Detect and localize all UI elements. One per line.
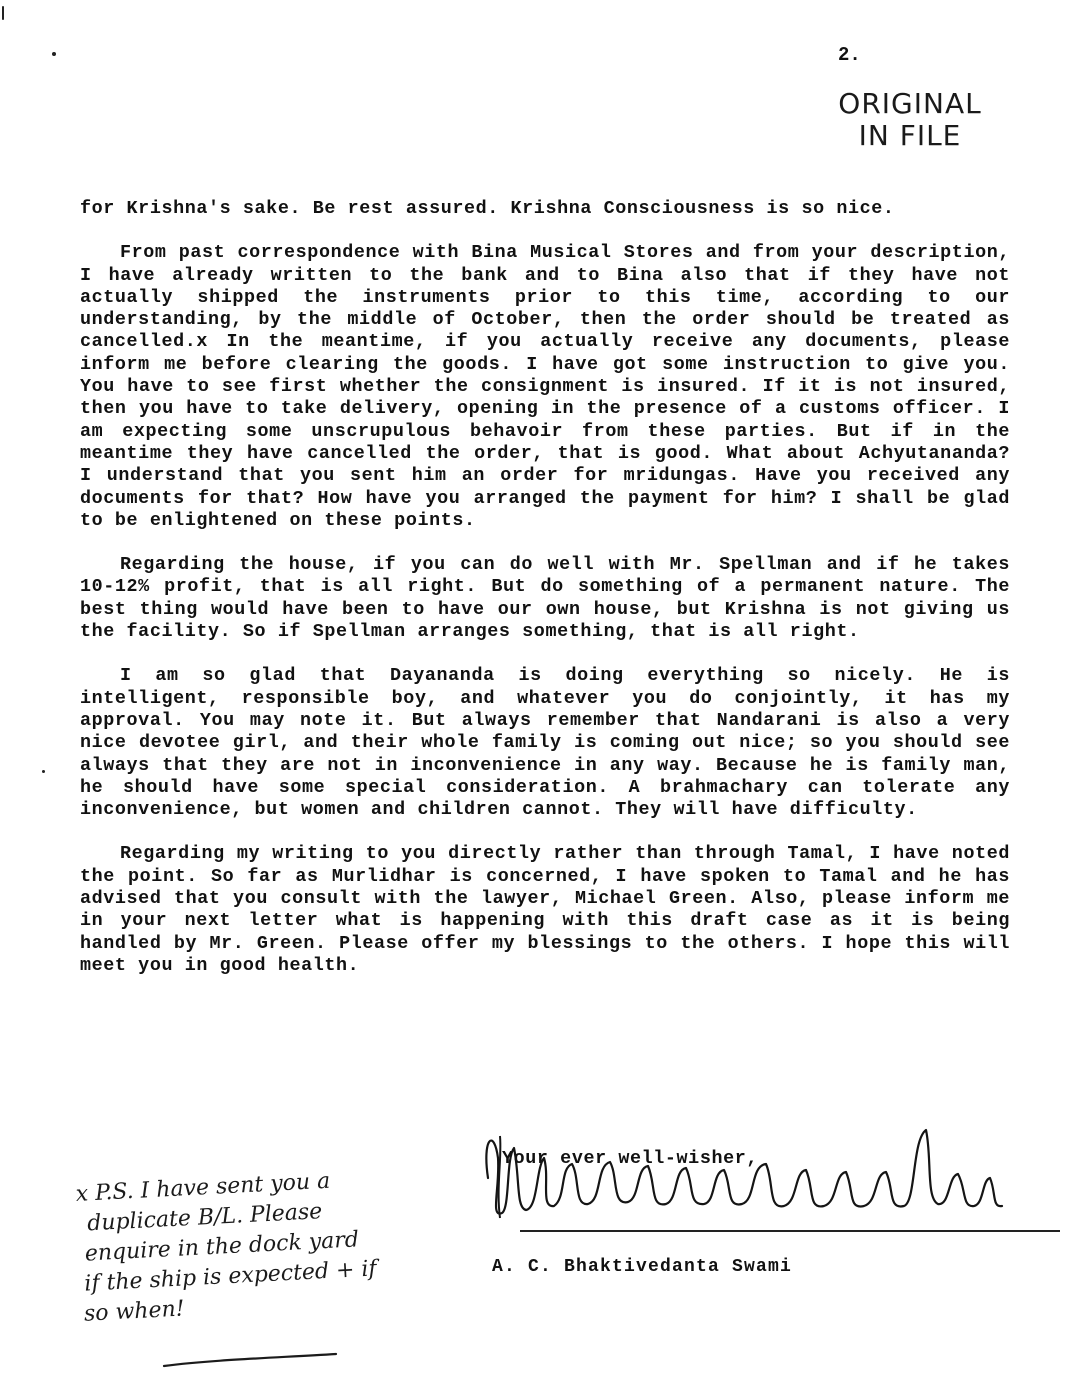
handwritten-signature <box>480 1118 1020 1228</box>
stamp-line: IN FILE <box>858 119 962 152</box>
postscript-line: duplicate B/L. Please <box>86 1199 323 1237</box>
stamp-line: ORIGINAL <box>838 87 982 120</box>
signature-line <box>520 1230 1060 1232</box>
letter-body <box>80 198 1010 977</box>
closing-salutation: Your ever well-wisher, <box>502 1148 758 1169</box>
paragraph: From past correspondence with Bina Musical Stores and from your description, I have already written to the bank and to Bina also that if they have not actually shipped the instruments prior to this time, according to our understanding, by the middle of October, then the order should be treated as cancelled.x In the meantime, if you actually receive any documents, please inform me before clearing the goods. I have got some instruction to give you. You have to see first whether the consignment is insured. If it is not insured, then you have to take delivery, opening in the presence of a customs officer. I am expecting some unscrupulous behavoir from these parties. But if in the meantime they have cancelled the order, that is good. What about Achyutananda? I understand that you sent him an order for mridungas. Have you received any documents for that? How have you arranged the payment for him? I shall be glad to be enlightened on these points. <box>80 242 1010 531</box>
paragraph: Regarding my writing to you directly rather than through Tamal, I have noted the point. So far as Murlidhar is concerned, I have spoken to Tamal and he has advised that you consult with the lawyer, Michael Green. Also, please inform me in your next letter what is happening with this draft case as it is being handled by Mr. Green. Please offer my blessings to the others. I hope this will meet you in good health. <box>80 843 1010 976</box>
scan-speck <box>52 52 56 56</box>
scan-speck <box>42 770 45 773</box>
postscript-line: if the ship is expected + if <box>83 1256 378 1297</box>
postscript-underline <box>160 1350 340 1374</box>
signature-name: A. C. Bhaktivedanta Swami <box>492 1257 793 1277</box>
scan-speck <box>2 6 4 20</box>
paragraph: Regarding the house, if you can do well with Mr. Spellman and if he takes 10-12% profit, that is all right. But do something of a permanent nature. The best thing would have been to have our own house, but Krishna is not giving us the facility. So if Spellman arranges something, that is all right. <box>80 554 1010 643</box>
paragraph: for Krishna's sake. Be rest assured. Krishna Consciousness is so nice. <box>80 198 895 219</box>
postscript-line: enquire in the dock yard <box>84 1227 360 1267</box>
original-in-file-stamp <box>835 88 985 152</box>
paragraph: I am so glad that Dayananda is doing everything so nicely. He is intelligent, responsible boy, and whatever you do conjointly, it has my approval. You may note it. But always remember that Nandarani is also a very nice devotee girl, and their whole family is coming out nice; so you should see always that they are not in inconvenience in any way. Because he is family man, he should have some special consideration. A brahmachary can tolerate any inconvenience, but women and children cannot. They will have difficulty. <box>80 665 1010 821</box>
postscript-line: so when! <box>83 1296 186 1327</box>
postscript-line: x P.S. I have sent you a <box>75 1168 331 1207</box>
page-number: 2. <box>838 44 861 66</box>
